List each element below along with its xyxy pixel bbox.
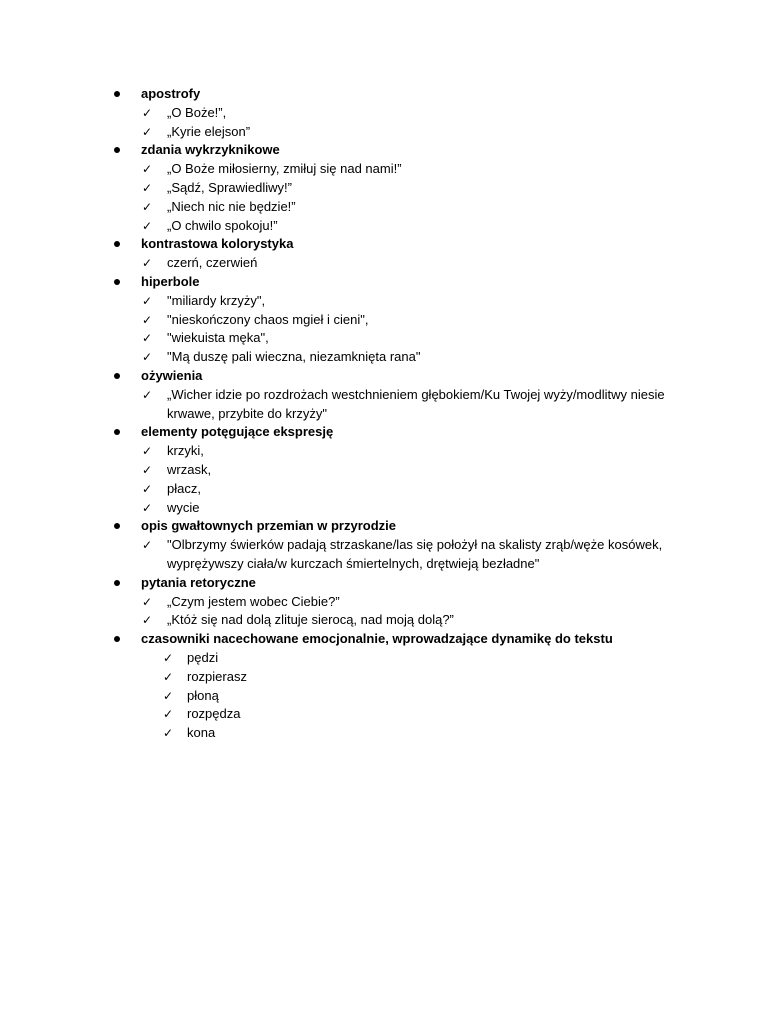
section-title: zdania wykrzyknikowe	[141, 142, 280, 158]
list-item	[0, 123, 768, 142]
section-heading	[0, 423, 768, 442]
bullet-icon	[114, 91, 120, 97]
section-title: hiperbole	[141, 273, 200, 289]
checkmark-icon: ✓	[142, 293, 153, 308]
list-section	[0, 423, 768, 517]
checkmark-icon: ✓	[142, 180, 153, 195]
section-heading	[0, 574, 768, 593]
list-item	[0, 687, 768, 706]
bullet-icon	[114, 241, 120, 247]
sub-list	[0, 254, 768, 273]
list-item	[0, 593, 768, 612]
list-item-text: „O chwilo spokoju!”	[167, 217, 278, 233]
list-item-text: rozpędza	[187, 706, 241, 722]
section-title: czasowniki nacechowane emocjonalnie, wprowadzające dynamikę do tekstu	[141, 631, 613, 647]
list-item-text: krzyki,	[167, 443, 204, 459]
bullet-icon	[114, 373, 120, 379]
list-item	[0, 254, 768, 273]
list-item-text: płacz,	[167, 480, 201, 496]
list-item-text: płoną	[187, 687, 219, 703]
list-item-text: "Olbrzymy świerków padają strzaskane/las się położył na skalisty zrąb/węże kosówek, wyprężywszy ciała/w kurczach śmiertelnych, drętwieją bezładne"	[167, 537, 663, 571]
checkmark-icon: ✓	[142, 538, 153, 553]
section-heading	[0, 235, 768, 254]
checkmark-icon: ✓	[142, 312, 153, 327]
list-item-text: wrzask,	[167, 461, 212, 477]
list-item-text: "miliardy krzyży",	[167, 292, 266, 308]
list-item	[0, 104, 768, 123]
list-section	[0, 141, 768, 235]
list-item-text: „Kyrie elejson”	[167, 123, 251, 139]
list-item-text: „Czym jestem wobec Ciebie?”	[167, 593, 340, 609]
list-section	[0, 235, 768, 273]
section-heading	[0, 85, 768, 104]
bullet-icon	[114, 147, 120, 153]
list-item	[0, 611, 768, 630]
list-item	[0, 179, 768, 198]
bullet-list	[0, 85, 768, 743]
checkmark-icon: ✓	[142, 444, 153, 459]
checkmark-icon: ✓	[142, 256, 153, 271]
list-item-text: „O Boże!”,	[167, 104, 227, 120]
list-item-text: "nieskończony chaos mgieł i cieni",	[167, 311, 369, 327]
sub-list	[0, 104, 768, 142]
list-item-text: "Mą duszę pali wieczna, niezamknięta rana"	[167, 349, 421, 365]
list-item	[0, 348, 768, 367]
section-title: ożywienia	[141, 367, 203, 383]
checkmark-icon: ✓	[142, 331, 153, 346]
bullet-icon	[114, 636, 120, 642]
list-section	[0, 367, 768, 423]
checkmark-icon: ✓	[142, 462, 153, 477]
checkmark-icon: ✓	[142, 350, 153, 365]
section-title: elementy potęgujące ekspresję	[141, 424, 334, 440]
section-heading	[0, 630, 768, 649]
section-title: opis gwałtownych przemian w przyrodzie	[141, 518, 396, 534]
section-title: kontrastowa kolorystyka	[141, 236, 294, 252]
sub-list	[0, 593, 768, 631]
list-item	[0, 499, 768, 518]
list-item	[0, 668, 768, 687]
section-title: apostrofy	[141, 86, 201, 101]
checkmark-icon: ✓	[142, 500, 153, 515]
checkmark-icon: ✓	[163, 726, 174, 741]
sub-list	[0, 292, 768, 367]
list-item	[0, 705, 768, 724]
checkmark-icon: ✓	[142, 105, 153, 120]
bullet-icon	[114, 580, 120, 586]
checkmark-icon: ✓	[163, 707, 174, 722]
list-item-text: "wiekuista męka",	[167, 330, 269, 346]
section-heading	[0, 517, 768, 536]
sub-list	[0, 160, 768, 235]
list-item	[0, 386, 768, 424]
list-item	[0, 724, 768, 743]
bullet-icon	[114, 279, 120, 285]
list-item	[0, 198, 768, 217]
list-item	[0, 292, 768, 311]
list-item-text: rozpierasz	[187, 668, 247, 684]
list-section	[0, 630, 768, 743]
list-item-text: „Któż się nad dolą zlituje sierocą, nad moją dolą?”	[167, 612, 454, 628]
section-heading	[0, 273, 768, 292]
checkmark-icon: ✓	[163, 688, 174, 703]
checkmark-icon: ✓	[142, 613, 153, 628]
list-item-text: kona	[187, 725, 216, 741]
list-item-text: czerń, czerwień	[167, 255, 258, 271]
checkmark-icon: ✓	[163, 669, 174, 684]
list-item	[0, 217, 768, 236]
sub-list	[0, 536, 768, 574]
list-item	[0, 160, 768, 179]
list-item	[0, 311, 768, 330]
sub-list	[0, 649, 768, 743]
list-item	[0, 480, 768, 499]
list-item	[0, 329, 768, 348]
list-item-text: „Sądź, Sprawiedliwy!”	[167, 179, 292, 195]
list-item	[0, 461, 768, 480]
checkmark-icon: ✓	[142, 199, 153, 214]
list-item-text: „O Boże miłosierny, zmiłuj się nad nami!”	[167, 161, 402, 177]
list-item	[0, 536, 768, 574]
sub-list	[0, 386, 768, 424]
bullet-icon	[114, 429, 120, 435]
section-heading	[0, 367, 768, 386]
sub-list	[0, 442, 768, 517]
checkmark-icon: ✓	[142, 218, 153, 233]
list-item	[0, 442, 768, 461]
list-section	[0, 85, 768, 141]
bullet-icon	[114, 523, 120, 529]
checkmark-icon: ✓	[163, 650, 174, 665]
checkmark-icon: ✓	[142, 594, 153, 609]
checkmark-icon: ✓	[142, 124, 153, 139]
list-item-text: „Niech nic nie będzie!”	[167, 198, 296, 214]
list-item-text: wycie	[167, 499, 200, 515]
checkmark-icon: ✓	[142, 387, 153, 402]
section-heading	[0, 141, 768, 160]
checkmark-icon: ✓	[142, 481, 153, 496]
list-item-text: pędzi	[187, 649, 219, 665]
list-section	[0, 273, 768, 367]
section-title: pytania retoryczne	[141, 574, 256, 590]
list-item	[0, 649, 768, 668]
checkmark-icon: ✓	[142, 162, 153, 177]
list-section	[0, 574, 768, 630]
list-section	[0, 517, 768, 573]
list-item-text: „Wicher idzie po rozdrożach westchnieniem głębokiem/Ku Twojej wyży/modlitwy niesie krwawe, przybite do krzyży"	[167, 386, 665, 421]
